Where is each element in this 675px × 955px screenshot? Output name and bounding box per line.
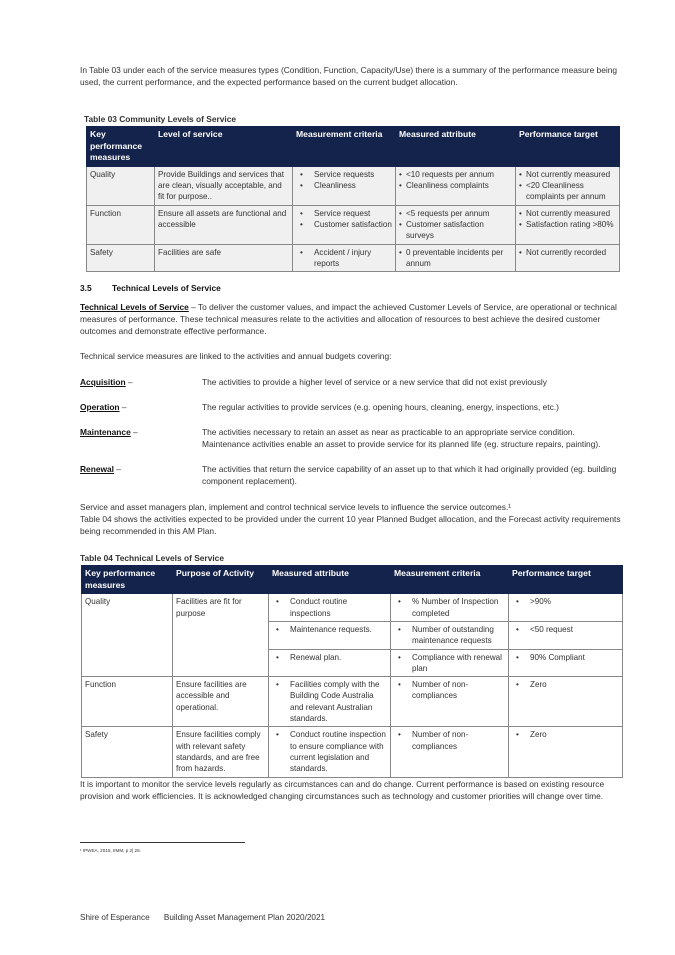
- definition-text: The activities to provide a higher level of service or a new service that did not exist previously: [202, 377, 547, 387]
- attribute-item: • <5 requests per annum: [399, 208, 512, 219]
- target-cell: [509, 727, 623, 777]
- criteria-item: • Compliance with renewal plan: [394, 652, 505, 675]
- attribute-item: • Cleanliness complaints: [399, 180, 512, 191]
- criteria-item: • Service request: [296, 208, 392, 219]
- footnote-rule: [80, 842, 245, 843]
- intro-paragraph: In Table 03 under each of the service measures types (Condition, Function, Capacity/Use) there is a summary of the performance measure being used, the current performance, and the expected performance based on the current budget allocation.: [80, 65, 618, 87]
- table03-caption: Table 03 Community Levels of Service: [84, 114, 237, 124]
- level-cell: Facilities are safe: [155, 244, 293, 272]
- purpose-cell: Facilities are fit for purpose: [173, 594, 269, 677]
- lead-term: Technical Levels of Service: [80, 302, 189, 312]
- target-item: • Satisfaction rating >80%: [519, 219, 616, 230]
- target-cell: [516, 244, 620, 272]
- target-cell: [509, 649, 623, 677]
- table03-header: Measurement criteria: [293, 127, 396, 167]
- table-row: [87, 205, 620, 244]
- table03-header: Measured attribute: [396, 127, 516, 167]
- criteria-cell: [293, 205, 396, 244]
- target-cell: [516, 205, 620, 244]
- table-row: [87, 244, 620, 272]
- definition-text: The activities necessary to retain an asset as near as practicable to an appropriate service condition. Maintenance activities enable an asset to provide service for its planned life (eg. structure repairs, painting).: [202, 427, 601, 449]
- definition-term-operation: Operation –: [80, 402, 127, 412]
- kpm-cell: Quality: [87, 166, 155, 205]
- table-row: [82, 677, 623, 727]
- attribute-item: • Maintenance requests.: [272, 624, 387, 635]
- table03-header-row: [87, 127, 620, 167]
- target-item: • 90% Compliant: [512, 652, 619, 663]
- plan-paragraph: Service and asset managers plan, implement and control technical service levels to influence the service outcomes.¹: [80, 502, 512, 512]
- target-item: • Not currently measured: [519, 208, 616, 219]
- table04-header: Measurement criteria: [391, 566, 509, 594]
- target-item: • Not currently recorded: [519, 247, 616, 258]
- target-item: • Zero: [512, 729, 619, 740]
- page-footer: [80, 912, 325, 924]
- target-item: • <20 Cleanliness complaints per annum: [519, 180, 616, 203]
- purpose-cell: Ensure facilities comply with relevant safety standards, and are free from hazards.: [173, 727, 269, 777]
- attribute-cell: [269, 621, 391, 649]
- criteria-cell: [293, 166, 396, 205]
- attribute-item: • Customer satisfaction surveys: [399, 219, 512, 242]
- kpm-cell: Quality: [82, 594, 173, 677]
- table04-header-row: [82, 566, 623, 594]
- criteria-cell: [293, 244, 396, 272]
- community-levels-table: [86, 126, 620, 272]
- technical-levels-table: [81, 565, 623, 778]
- attribute-cell: [396, 205, 516, 244]
- attribute-item: • <10 requests per annum: [399, 169, 512, 180]
- table04-header: Purpose of Activity: [173, 566, 269, 594]
- table03-header: Key performance measures: [87, 127, 155, 167]
- kpm-cell: Function: [82, 677, 173, 727]
- criteria-cell: [391, 649, 509, 677]
- table04-header: Key performance measures: [82, 566, 173, 594]
- criteria-item: • Number of non-compliances: [394, 679, 505, 702]
- level-cell: Provide Buildings and services that are clean, visually acceptable, and fit for purpose..: [155, 166, 293, 205]
- criteria-cell: [391, 621, 509, 649]
- purpose-cell: Ensure facilities are accessible and operational.: [173, 677, 269, 727]
- definition-term-acquisition: Acquisition –: [80, 377, 133, 387]
- table03-header: Level of service: [155, 127, 293, 167]
- criteria-item: • Accident / injury reports: [296, 247, 392, 270]
- target-cell: [516, 166, 620, 205]
- footer-doc: Building Asset Management Plan 2020/2021: [163, 913, 326, 922]
- criteria-cell: [391, 677, 509, 727]
- kpm-cell: Safety: [87, 244, 155, 272]
- criteria-item: • % Number of Inspection completed: [394, 596, 505, 619]
- target-cell: [509, 621, 623, 649]
- attribute-item: • Renewal plan.: [272, 652, 387, 663]
- section-title: Technical Levels of Service: [111, 283, 221, 293]
- attribute-item: • Facilities comply with the Building Code Australia and relevant Australian standards.: [272, 679, 387, 724]
- plan-paragraph: Table 04 shows the activities expected to be provided under the current 10 year Planned Budget allocation, and the Forecast activity requirements being recommended in this AM Plan.: [80, 514, 621, 536]
- criteria-item: • Number of outstanding maintenance requests: [394, 624, 505, 647]
- table04-header: Performance target: [509, 566, 623, 594]
- attribute-cell: [269, 677, 391, 727]
- closing-paragraph: It is important to monitor the service levels regularly as circumstances can and do change. Current performance is based on existing resource provision and work efficiencies. It is acknowledged changing circumstances such as technology and customer priorities will change over time.: [80, 779, 605, 801]
- technical-intro-paragraph: [80, 302, 625, 338]
- lead-text: – To deliver the customer values, and impact the achieved Customer Levels of Service, are operational or technical measures of performance. These technical measures relate to the activities and allocation of resources to best achieve the desired customer outcomes and demonstrate effective performance.: [80, 302, 617, 336]
- definition-term-renewal: Renewal –: [80, 464, 121, 474]
- criteria-cell: [391, 727, 509, 777]
- criteria-item: • Cleanliness: [296, 180, 392, 191]
- target-item: • Zero: [512, 679, 619, 690]
- table-row: [82, 594, 623, 622]
- table04-caption: Table 04 Technical Levels of Service: [80, 553, 224, 563]
- target-cell: [509, 594, 623, 622]
- attribute-item: • 0 preventable incidents per annum: [399, 247, 512, 270]
- criteria-item: • Number of non-compliances: [394, 729, 505, 752]
- footer-org: Shire of Esperance: [80, 913, 150, 922]
- attribute-item: • Conduct routine inspections: [272, 596, 387, 619]
- section-heading: [80, 283, 221, 295]
- kpm-cell: Safety: [82, 727, 173, 777]
- criteria-cell: [391, 594, 509, 622]
- target-cell: [509, 677, 623, 727]
- target-item: • Not currently measured: [519, 169, 616, 180]
- target-item: • <50 request: [512, 624, 619, 635]
- linked-paragraph: Technical service measures are linked to the activities and annual budgets covering:: [80, 351, 392, 361]
- target-item: • >90%: [512, 596, 619, 607]
- attribute-cell: [269, 727, 391, 777]
- attribute-cell: [396, 244, 516, 272]
- kpm-cell: Function: [87, 205, 155, 244]
- section-number: 3.5: [80, 283, 92, 293]
- table03-header: Performance target: [516, 127, 620, 167]
- level-cell: Ensure all assets are functional and accessible: [155, 205, 293, 244]
- table-row: [87, 166, 620, 205]
- definition-text: The activities that return the service capability of an asset up to that which it had originally provided (eg. building component replacement).: [202, 464, 617, 486]
- table-row: [82, 727, 623, 777]
- attribute-cell: [396, 166, 516, 205]
- attribute-cell: [269, 594, 391, 622]
- attribute-cell: [269, 649, 391, 677]
- criteria-item: • Service requests: [296, 169, 392, 180]
- definition-text: The regular activities to provide services (e.g. opening hours, cleaning, energy, inspections, etc.): [202, 402, 559, 412]
- table04-header: Measured attribute: [269, 566, 391, 594]
- criteria-item: • Customer satisfaction: [296, 219, 392, 230]
- footnote: ¹ IPWEA, 2015, IIMM, p 2| 28.: [80, 848, 141, 853]
- attribute-item: • Conduct routine inspection to ensure compliance with current legislation and standards.: [272, 729, 387, 774]
- definition-term-maintenance: Maintenance –: [80, 427, 138, 437]
